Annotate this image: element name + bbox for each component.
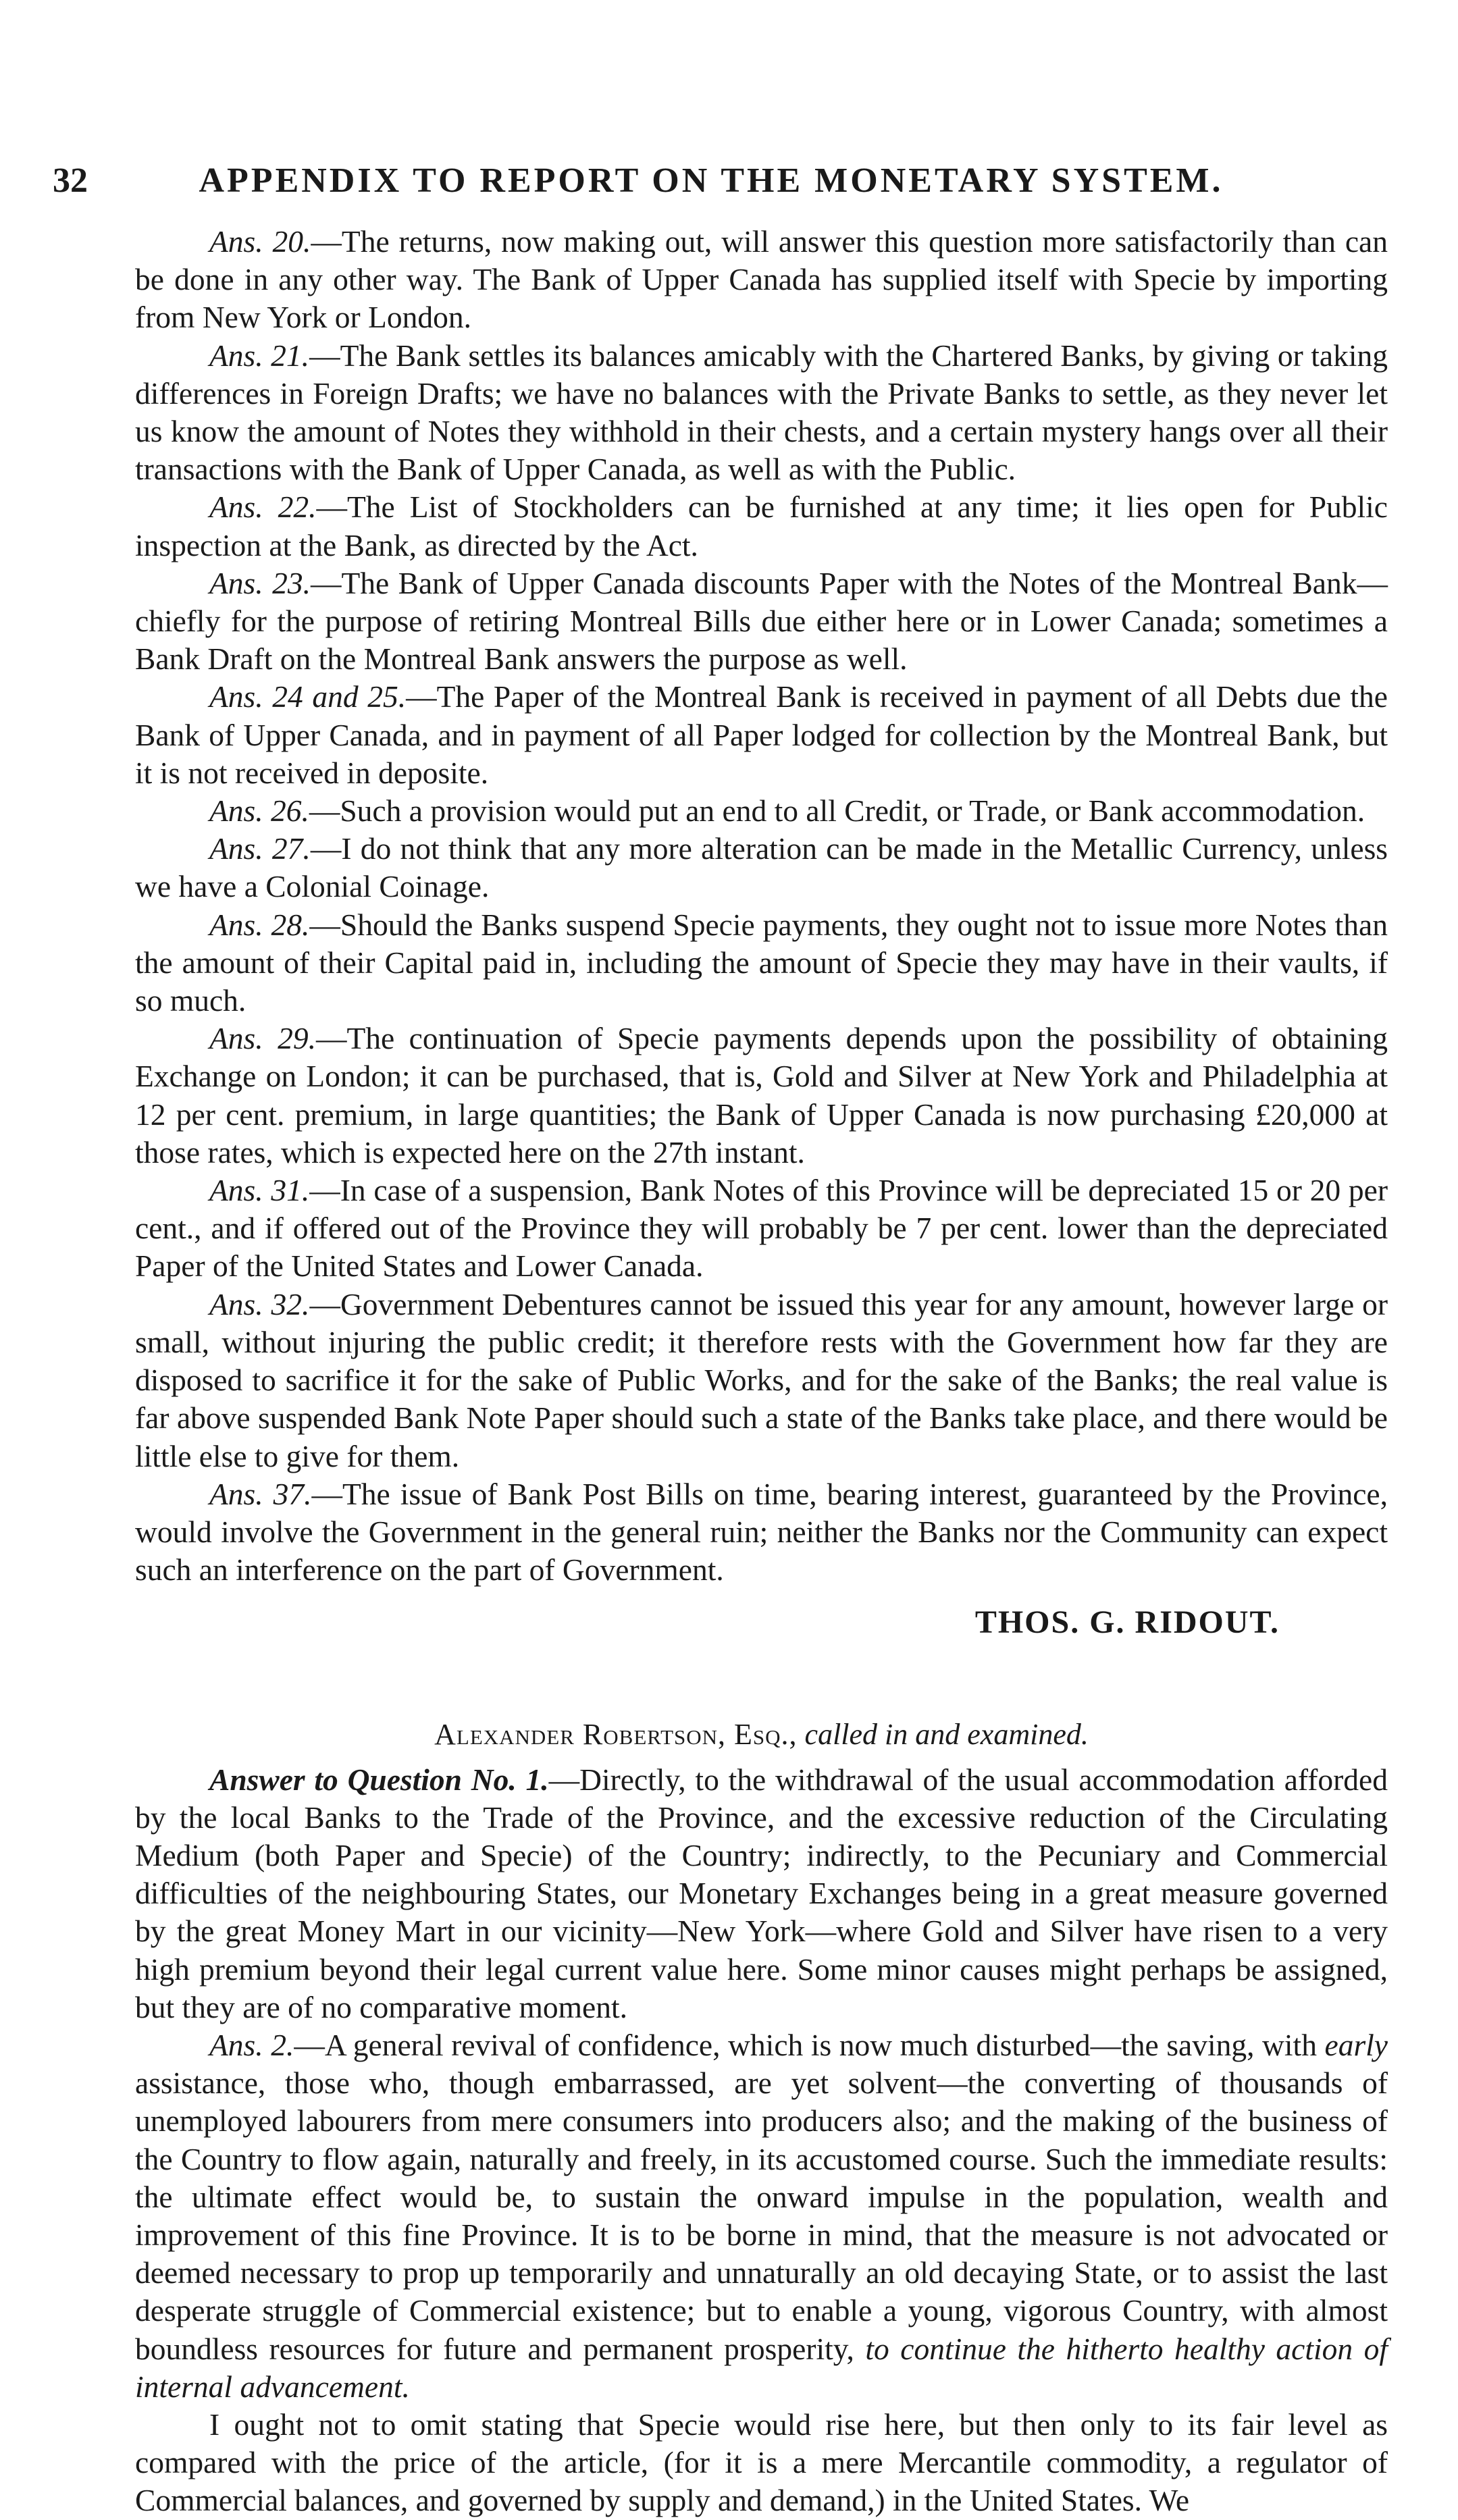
answer-paragraph bbox=[135, 223, 1388, 337]
page-number: 32 bbox=[53, 161, 88, 200]
answer-label: Ans. 31. bbox=[209, 1173, 310, 1208]
answer-text: assistance, those who, though embarrassed, are yet solvent—the converting of thousands of unemployed labourers from mere consumers into producers also; and the making of the business of the Country to flow again, naturally and freely, in its accustomed course. Such the immediate results: the ultimate effect would be, to sustain the onward impulse in the population, wealth and improvement of this fine Province. It is to be borne in mind, that the measure is not advocated or deemed necessary to prop up temporarily and unnaturally an old decaying State, or to assist the last desperate struggle of Commercial existence; but to enable a young, vigorous Country, with almost boundless resources for future and permanent prosperity, bbox=[135, 2066, 1388, 2366]
answer-label: Ans. 24 and 25. bbox=[209, 679, 407, 714]
answer-label: Ans. 32. bbox=[209, 1286, 310, 1321]
answer-label: Ans. 2. bbox=[209, 2027, 294, 2062]
answer-label: Ans. 26. bbox=[209, 793, 309, 829]
answer-text: —Such a provision would put an end to all Credit, or Trade, or Bank accommodation. bbox=[309, 793, 1365, 829]
answer-paragraph bbox=[135, 906, 1388, 1020]
answer-text: —The Bank settles its balances amicably with the Chartered Banks, by giving or taking differences in Foreign Drafts; we have no balances with the Private Banks to settle, as they never let us know the amount of Notes they withhold in their chests, and a certain mystery hangs over all their transactions with the Bank of Upper Canada, as well as with the Public. bbox=[135, 338, 1388, 487]
paragraph-text: I ought not to omit stating that Specie would rise here, but then only to its fair level as compared with the price of the article, (for it is a mere Mercantile commodity, a regulator of Commercial balances, and governed by supply and demand,) in the United States. We bbox=[135, 2407, 1388, 2518]
answer-text: —I do not think that any more alteration can be made in the Metallic Currency, unless we have a Colonial Coinage. bbox=[135, 831, 1388, 904]
answer-label: Ans. 21. bbox=[209, 338, 310, 373]
body-text bbox=[135, 223, 1388, 2520]
answer-text: —The Bank of Upper Canada discounts Paper with the Notes of the Montreal Bank—chiefly for the purpose of retiring Montreal Bills due either here or in Lower Canada; sometimes a Bank Draft on the Montreal Bank answers the purpose as well. bbox=[135, 565, 1388, 677]
answer-label: Ans. 37. bbox=[209, 1476, 312, 1511]
answer-paragraph bbox=[135, 2026, 1388, 2406]
answer-text: —The Paper of the Montreal Bank is received in payment of all Debts due the Bank of Upper Canada, and in payment of all Paper lodged for collection by the Montreal Bank, but it is not received in deposite. bbox=[135, 679, 1388, 790]
section-heading bbox=[135, 1716, 1388, 1754]
answer-text: —The continuation of Specie payments depends upon the possibility of obtaining Exchange on London; it can be purchased, that is, Gold and Silver at New York and Philadelphia at 12 per cent. premium, in large quantities; the Bank of Upper Canada is now purchasing £20,000 at those rates, which is expected here on the 27th instant. bbox=[135, 1021, 1388, 1170]
answer-text: —Directly, to the withdrawal of the usual accommodation afforded by the local Banks to the Trade of the Province, and the excessive reduction of the Circulating Medium (both Paper and Specie) of the Country; indirectly, to the Pecuniary and Commercial difficulties of the neighbouring States, our Monetary Exchanges being in a great measure governed by the great Money Mart in our vicinity—New York—where Gold and Silver have risen to a very high premium beyond their legal current value here. Some minor causes might perhaps be assigned, but they are of no comparative moment. bbox=[135, 1762, 1388, 2024]
answer-label: Ans. 27. bbox=[209, 831, 311, 866]
answer-label: Ans. 20. bbox=[209, 224, 311, 259]
answer-paragraph bbox=[135, 1020, 1388, 1172]
answer-paragraph bbox=[135, 1475, 1388, 1590]
answer-text: —A general revival of confidence, which is now much disturbed—the saving, with bbox=[294, 2027, 1325, 2062]
emphasis-text: early bbox=[1324, 2027, 1388, 2062]
answer-text: —In case of a suspension, Bank Notes of this Province will be depreciated 15 or 20 per cent., and if offered out of the Province they will probably be 7 per cent. lower than the depreciated Paper of the United States and Lower Canada. bbox=[135, 1173, 1388, 1284]
emphasis-text: to continue the hitherto healthy action of internal advancement. bbox=[135, 2331, 1388, 2404]
answer-label: Ans. 22. bbox=[209, 490, 317, 525]
answer-paragraph bbox=[135, 830, 1388, 905]
answer-text: —Government Debentures cannot be issued this year for any amount, however large or small, without injuring the public credit; it therefore rests with the Government how far they are disposed to sacrifice it for the sake of Public Works, and for the sake of the Banks; the real value is far above suspended Bank Note Paper should such a state of the Banks take place, and there would be little else to give for them. bbox=[135, 1286, 1388, 1473]
answer-text: —Should the Banks suspend Specie payments, they ought not to issue more Notes than the amount of their Capital paid in, including the amount of Specie they may have in their vaults, if so much. bbox=[135, 907, 1388, 1018]
answer-label: Ans. 28. bbox=[209, 907, 310, 942]
answer-paragraph bbox=[135, 565, 1388, 679]
answer-paragraph bbox=[135, 337, 1388, 489]
signature: THOS. G. RIDOUT. bbox=[974, 1604, 1280, 1641]
answer-text: —The issue of Bank Post Bills on time, bearing interest, guaranteed by the Province, would involve the Government in the general ruin; neither the Banks nor the Community can expect such an interference on the part of Government. bbox=[135, 1476, 1388, 1587]
called-in-note: called in and examined. bbox=[804, 1718, 1089, 1752]
page-header bbox=[53, 157, 1370, 211]
answer-text: —The returns, now making out, will answer this question more satisfactorily than can be done in any other way. The Bank of Upper Canada has supplied itself with Specie by importing from New York or London. bbox=[135, 224, 1388, 335]
body-paragraph bbox=[135, 2406, 1388, 2520]
answer-paragraph bbox=[135, 1761, 1388, 2026]
answer-paragraph bbox=[135, 1286, 1388, 1475]
answer-label: Ans. 29. bbox=[209, 1021, 316, 1056]
answer-label: Ans. 23. bbox=[209, 565, 311, 600]
answer-paragraph bbox=[135, 678, 1388, 792]
answer-paragraph bbox=[135, 1172, 1388, 1286]
answer-text: —The List of Stockholders can be furnished at any time; it lies open for Public inspection at the Bank, as directed by the Act. bbox=[135, 490, 1388, 562]
running-title: APPENDIX TO REPORT ON THE MONETARY SYSTEM. bbox=[199, 161, 1224, 200]
witness-name: Alexander Robertson, Esq., bbox=[434, 1718, 798, 1752]
answer-paragraph bbox=[135, 488, 1388, 564]
question-label: Answer to Question No. 1. bbox=[209, 1762, 549, 1797]
answer-paragraph bbox=[135, 792, 1388, 830]
